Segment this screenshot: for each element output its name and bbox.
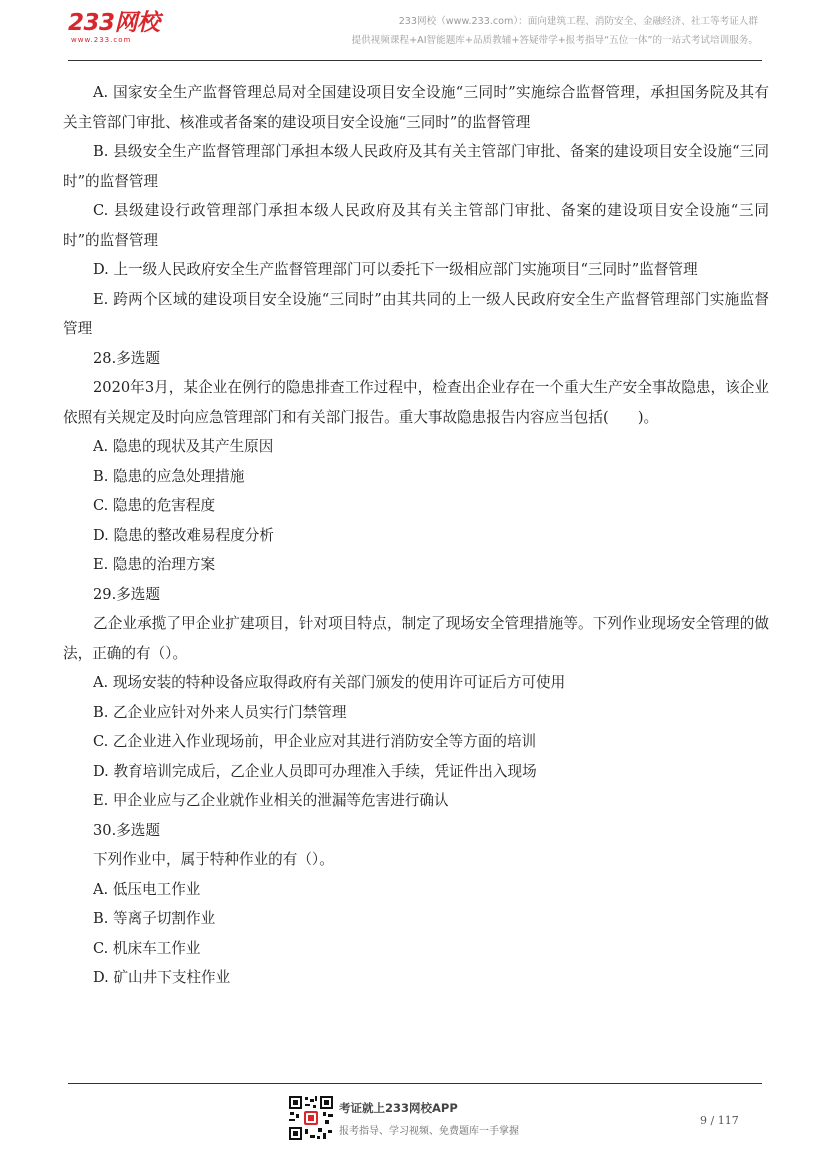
question-number: 28.多选题 — [93, 349, 160, 367]
option-paragraph: C. 机床车工作业 — [93, 939, 201, 957]
option-paragraph: D. 上一级人民政府安全生产监督管理部门可以委托下一级相应部门实施项目“三同时”监督管理 — [93, 261, 698, 278]
option-paragraph: B. 乙企业应针对外来人员实行门禁管理 — [93, 703, 347, 721]
footer-app-subtitle: 报考指导、学习视频、免费题库一手掌握 — [339, 1126, 519, 1137]
option-paragraph: A. 隐患的现状及其产生原因 — [93, 438, 274, 455]
option-paragraph: E. 甲企业应与乙企业就作业相关的泄漏等危害进行确认 — [93, 792, 449, 809]
option-paragraph: B. 县级安全生产监督管理部门承担本级人民政府及其有关主管部门审批、备案的建设项目安全设施“三同时”的监督管理 — [63, 143, 769, 190]
option-paragraph: C. 乙企业进入作业现场前，甲企业应对其进行消防安全等方面的培训 — [93, 733, 537, 750]
logo-text: 233网校 — [68, 10, 160, 36]
brand-logo — [68, 10, 160, 45]
footer-divider — [68, 1083, 762, 1084]
logo-url: www.233.com — [71, 36, 132, 44]
footer-app-title: 考证就上233网校APP — [339, 1101, 458, 1115]
header-line-2: 提供视频课程+AI智能题库+品质教辅+答疑带学+报考指导“五位一体”的一站式考试培训服务。 — [351, 35, 758, 46]
option-paragraph: D. 隐患的整改难易程度分析 — [93, 526, 274, 544]
question-stem: 乙企业承揽了甲企业扩建项目，针对项目特点，制定了现场安全管理措施等。下列作业现场安全管理的做法，正确的有（）。 — [63, 615, 769, 662]
option-paragraph: B. 等离子切割作业 — [93, 910, 216, 927]
document-body — [63, 78, 769, 993]
option-paragraph: C. 县级建设行政管理部门承担本级人民政府及其有关主管部门审批、备案的建设项目安全设施“三同时”的监督管理 — [63, 202, 769, 249]
option-paragraph: E. 跨两个区域的建设项目安全设施“三同时”由其共同的上一级人民政府安全生产监督管理部门实施监督管理 — [63, 290, 769, 337]
question-stem: 2020年3月，某企业在例行的隐患排查工作过程中，检查出企业存在一个重大生产安全事故隐患，该企业依照有关规定及时向应急管理部门和有关部门报告。重大事故隐患报告内容应当包括( )。 — [63, 379, 769, 426]
option-paragraph: D. 矿山井下支柱作业 — [93, 969, 231, 986]
option-paragraph: D. 教育培训完成后，乙企业人员即可办理准入手续，凭证件出入现场 — [93, 762, 537, 780]
page-header — [0, 0, 830, 62]
header-divider — [68, 60, 762, 61]
question-stem: 下列作业中，属于特种作业的有（）。 — [93, 851, 334, 868]
option-paragraph: A. 低压电工作业 — [93, 880, 201, 898]
page-number: 9 / 117 — [700, 1114, 739, 1127]
question-number: 30.多选题 — [93, 821, 160, 839]
option-paragraph: A. 现场安装的特种设备应取得政府有关部门颁发的使用许可证后方可使用 — [93, 674, 566, 691]
option-paragraph: B. 隐患的应急处理措施 — [93, 467, 245, 485]
option-paragraph: A. 国家安全生产监督管理总局对全国建设项目安全设施“三同时”实施综合监督管理，承担国务院及其有关主管部门审批、核准或者备案的建设项目安全设施“三同时”的监督管理 — [63, 84, 769, 131]
question-number: 29.多选题 — [93, 585, 160, 603]
header-line-1: 233网校（www.233.com）：面向建筑工程、消防安全、金融经济、社工等考证人群 — [398, 16, 758, 27]
header-slogan — [352, 12, 758, 50]
qr-code-icon — [288, 1095, 334, 1141]
option-paragraph: E. 隐患的治理方案 — [93, 556, 216, 573]
option-paragraph: C. 隐患的危害程度 — [93, 497, 216, 514]
